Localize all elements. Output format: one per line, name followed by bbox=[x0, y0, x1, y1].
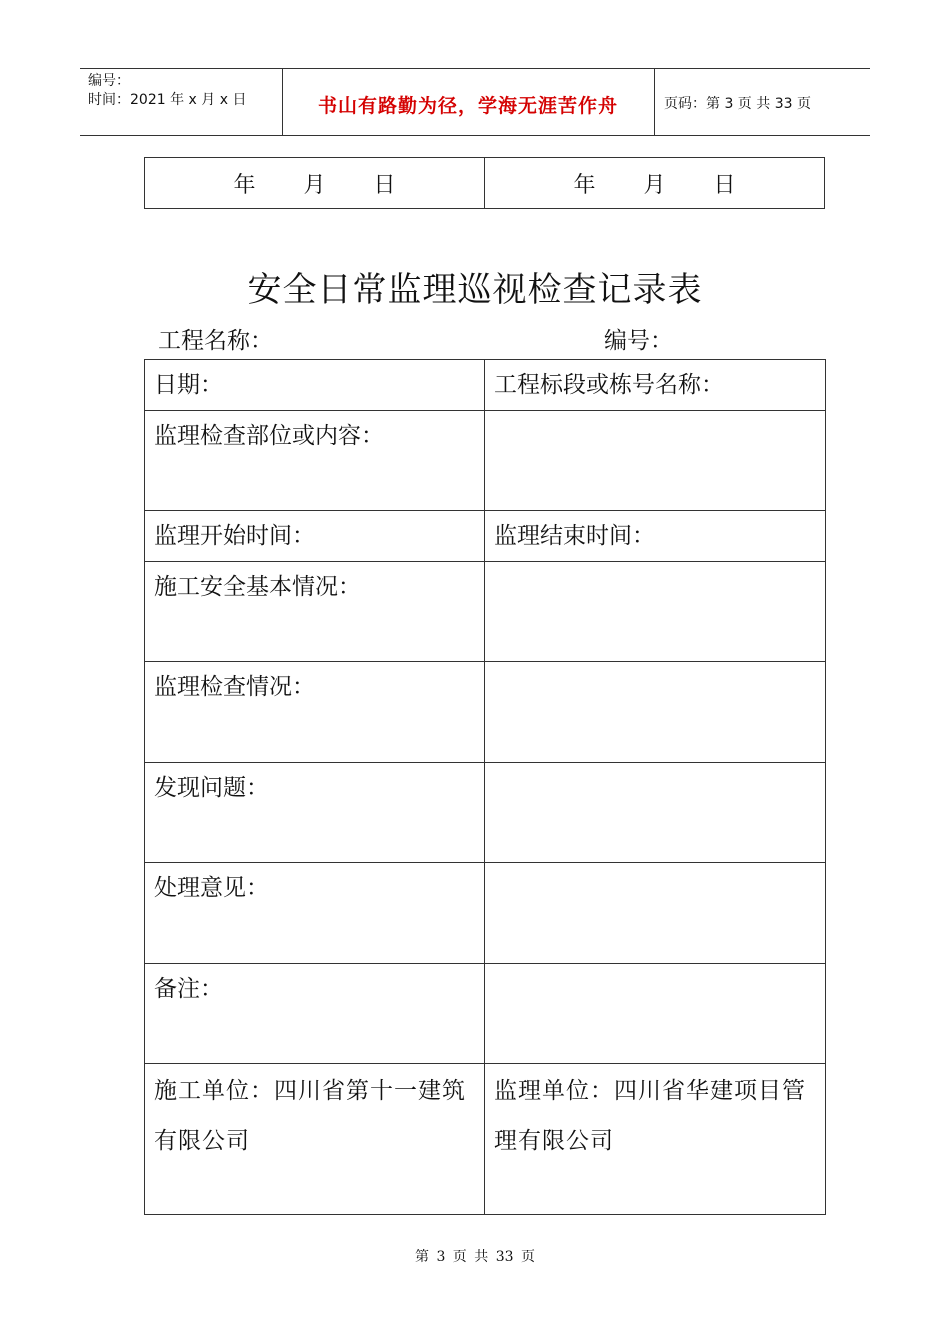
remarks-field[interactable]: 备注： bbox=[145, 964, 485, 1064]
safety-status-field[interactable]: 施工安全基本情况： bbox=[145, 562, 485, 662]
table-row bbox=[145, 763, 826, 863]
month-label: 月 bbox=[303, 172, 326, 198]
construction-unit-field[interactable]: 施工单位：四川省第十一建筑有限公司 bbox=[145, 1064, 485, 1215]
date-field[interactable]: 日期： bbox=[145, 360, 485, 411]
day-label: 日 bbox=[373, 172, 396, 198]
section-name-field[interactable]: 工程标段或栋号名称： bbox=[485, 360, 826, 411]
header-left-block bbox=[88, 72, 246, 110]
date-cell-left bbox=[145, 158, 484, 208]
header-slogan: 书山有路勤为径，学海无涯苦作舟 bbox=[317, 95, 618, 117]
table-row bbox=[145, 562, 826, 662]
handling-opinion-field[interactable]: 处理意见： bbox=[145, 863, 485, 964]
date-cell-right bbox=[484, 158, 824, 208]
year-label: 年 bbox=[233, 172, 256, 198]
form-number-label: 编号： bbox=[604, 328, 673, 354]
safety-status-value[interactable] bbox=[485, 562, 826, 662]
header-number-label: 编号： bbox=[88, 73, 130, 89]
day-label: 日 bbox=[713, 172, 736, 198]
issues-found-field[interactable]: 发现问题： bbox=[145, 763, 485, 863]
page-header bbox=[80, 68, 870, 136]
month-label: 月 bbox=[643, 172, 666, 198]
table-row bbox=[145, 411, 826, 511]
header-time-label: 时间：2021 年 x 月 x 日 bbox=[88, 92, 247, 108]
inspection-record-table bbox=[144, 359, 826, 1215]
form-title: 安全日常监理巡视检查记录表 bbox=[247, 270, 703, 310]
table-row bbox=[145, 964, 826, 1064]
table-row bbox=[145, 511, 826, 562]
project-name-label: 工程名称： bbox=[158, 328, 273, 354]
inspection-result-field[interactable]: 监理检查情况： bbox=[145, 662, 485, 763]
start-time-field[interactable]: 监理开始时间： bbox=[145, 511, 485, 562]
handling-opinion-value[interactable] bbox=[485, 863, 826, 964]
date-row-table bbox=[144, 157, 825, 209]
header-divider bbox=[654, 69, 655, 135]
inspection-scope-field[interactable]: 监理检查部位或内容： bbox=[145, 411, 485, 511]
remarks-value[interactable] bbox=[485, 964, 826, 1064]
table-row bbox=[145, 662, 826, 763]
page-footer: 第 3 页 共 33 页 bbox=[415, 1249, 535, 1265]
end-time-field[interactable]: 监理结束时间： bbox=[485, 511, 826, 562]
table-row bbox=[145, 360, 826, 411]
inspection-scope-value[interactable] bbox=[485, 411, 826, 511]
issues-found-value[interactable] bbox=[485, 763, 826, 863]
inspection-result-value[interactable] bbox=[485, 662, 826, 763]
table-row bbox=[145, 1064, 826, 1215]
supervision-unit-field[interactable]: 监理单位：四川省华建项目管理有限公司 bbox=[485, 1064, 826, 1215]
year-label: 年 bbox=[573, 172, 596, 198]
table-row bbox=[145, 863, 826, 964]
header-page-label: 页码：第 3 页 共 33 页 bbox=[664, 96, 811, 112]
